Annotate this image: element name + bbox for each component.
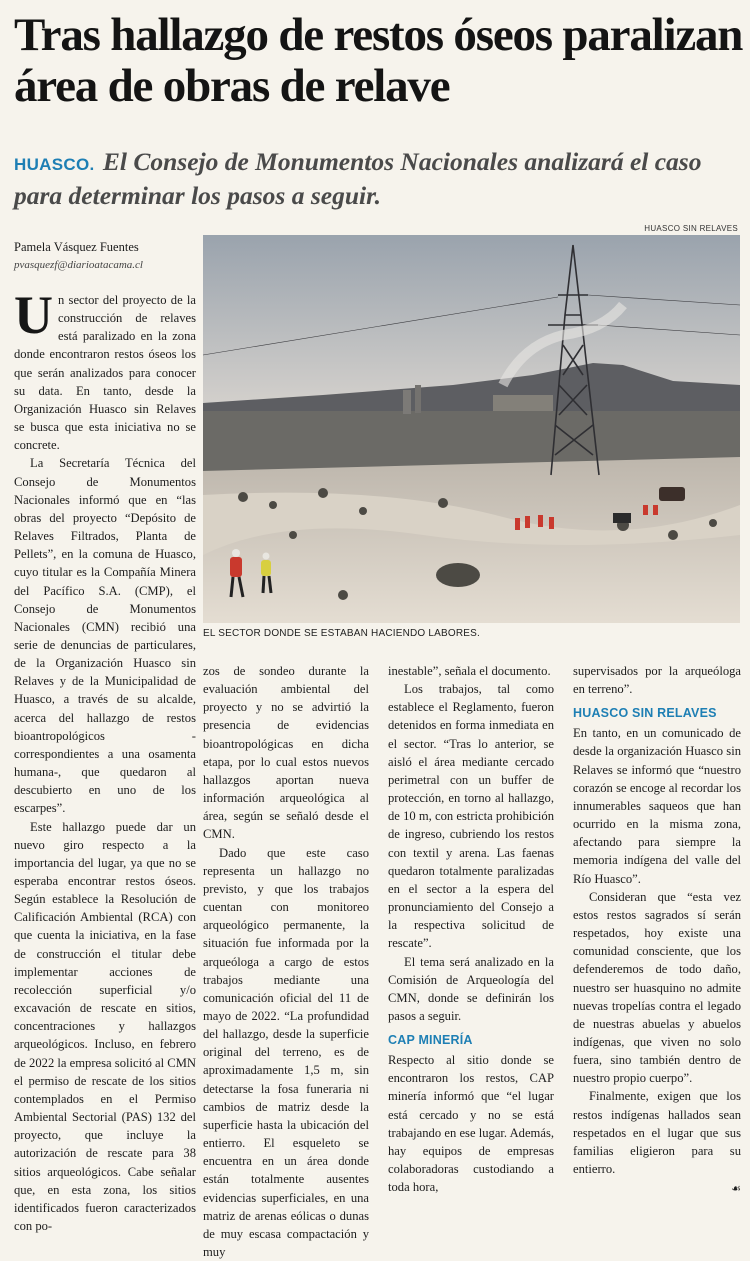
column-1	[14, 285, 196, 1233]
paragraph: Los trabajos, tal como establece el Reglamento, fueron detenidos en forma inmediata en el sector. “Tras lo anterior, se aisló el área mediante cercado perimetral con un buffer de protección, en torno al hallazgo, de 10 m, con estricta prohibición de ingreso, cubriendo los restos con textil y arena. Las faenas quedaron totalmente paralizadas en el sector a la espera del pronunciamiento del Consejo a la respectiva solicitud de rescate”.	[388, 682, 554, 951]
paragraph: Consideran que “esta vez estos restos sagrados sí serán respetados, hoy existe una comunidad consciente, que los defenderemos de todo daño, nuestro ser huasquino no admite nuevas tropelías contra el legado de nuestras abuelas y abuelos indígenas, que viven no solo fuera, sino también dentro de nuestro propio cuerpo”.	[573, 889, 741, 1086]
author-name: Pamela Vásquez Fuentes	[14, 240, 139, 254]
lead-paragraph	[14, 146, 744, 211]
column-2	[203, 662, 369, 1259]
paragraph: Finalmente, exigen que los restos indígenas hallados sean respetados en el lugar que sus familias eligieron para su entierro.	[573, 1089, 741, 1177]
headline: Tras hallazgo de restos óseos paralizan área de obras de relave	[14, 9, 743, 112]
lead-text: El Consejo de Monumentos Nacionales analizará el caso para determinar los pasos a seguir.	[14, 147, 702, 210]
column-3	[388, 662, 554, 1195]
paragraph: Este hallazgo puede dar un nuevo giro respecto a la importancia del lugar, ya que no se esperaba encontrar restos óseos. Según establece la Resolución de Calificación Ambiental (RCA) con que cuenta la iniciativa, en la fase de construcción el titular debe implementar acciones de recolección superficial y/o excavación de rescate en sitios, concentraciones y hallazgos arqueológicos. Incluso, en febrero de 2022 la empresa solicitó al CMN el permiso de rescate de los sitios contemplados en el Permiso Ambiental Sectorial (PAS) 132 del proyecto, que incluye la autorización de rescate para 38 sitios arqueológicos. Cabe señalar que, en esta zona, los sitios identificados fueron caracterizados con po-	[14, 819, 196, 1233]
end-mark-icon: ☙	[731, 1182, 741, 1196]
paragraph: zos de sondeo durante la evaluación ambiental del proyecto y no se advirtió la presencia de evidencias bioantropológicas en dicha etapa, por lo cual estos nuevos hallazgos aportan nueva información arqueológica al área, según se señaló desde el CMN.	[203, 664, 369, 842]
subheading-cap-mineria: CAP MINERÍA	[388, 1033, 473, 1048]
paragraph: La Secretaría Técnica del Consejo de Monumentos Nacionales informó que en “las obras del proyecto “Depósito de Relaves Filtrados, Planta de Pellets”, en la comuna de Huasco, cuyo titular es la Compañía Minera del Pacífico S.A. (CMP), el Consejo de Monumentos Nacionales (CMN) recibió una serie de denuncias de particulares, de la Organización Huasco sin Relaves y de la Municipalidad de Huasco, a través de su alcalde, acerca del hallazgo de restos bioantropológicos -correspondientes a una osamenta humana-, que quedaron al descubierto en uno de los escarpes”.	[14, 456, 196, 816]
paragraph: inestable”, señala el documento.	[388, 664, 551, 678]
paragraph: Dado que este caso representa un hallazgo no previsto, y que los trabajos cuentan con monitoreo arqueológico permanente, la situación fue informada por la arqueóloga a cargo de estos trabajos mediante una comunicación oficial del 11 de mayo de 2022. “La profundidad del hallazgo, desde la superficie original del terreno, es de aproximadamente 1,5 m, sin detectarse la fosa funeraria ni cambios de matriz desde la superficie hasta la ubicación del entierro. El esqueleto se encuentra en un área donde están totalmente ausentes evidencias superficiales, en una matriz de arenas eólicas o dunas de muy escasa compactación y muy	[203, 845, 369, 1259]
photo-credit: HUASCO SIN RELAVES	[644, 224, 738, 233]
paragraph: En tanto, en un comunicado de desde la organización Huasco sin Relaves se informó que “nuestro corazón se encoge al recordar los innumerables saqueos que han ocurrido en la misma zona, afectando para siempre la memoria indígena del valle del Río Huasco”.	[573, 726, 741, 886]
subheading-huasco-sin-relaves: HUASCO SIN RELAVES	[573, 706, 717, 721]
photo-caption: EL SECTOR DONDE SE ESTABAN HACIENDO LABORES.	[203, 628, 481, 639]
column-4	[573, 662, 741, 1196]
author-email[interactable]: pvasquezf@diarioatacama.cl	[14, 259, 143, 271]
paragraph: El tema será analizado en la Comisión de Arqueología del CMN, donde se definirán los pasos a seguir.	[388, 954, 554, 1023]
location-kicker: HUASCO.	[14, 155, 95, 174]
paragraph: n sector del proyecto de la construcción de relaves está paralizado en la zona donde encontraron restos óseos los que serán analizados para conocer su data. En tanto, desde la Organización Huasco sin Relaves se busca que esta iniciativa no se concrete.	[14, 293, 196, 453]
paragraph: supervisados por la arqueóloga en terreno”.	[573, 664, 741, 697]
byline	[14, 240, 194, 271]
drop-cap: U	[14, 285, 53, 345]
article-photo	[203, 235, 740, 623]
paragraph: Respecto al sitio donde se encontraron los restos, CAP minería informó que “el lugar está cercado y no se está trabajando en ese lugar. Además, hay equipos de empresas colaboradoras custodiando a toda hora,	[388, 1053, 554, 1195]
photo-landscape-image	[203, 235, 740, 623]
